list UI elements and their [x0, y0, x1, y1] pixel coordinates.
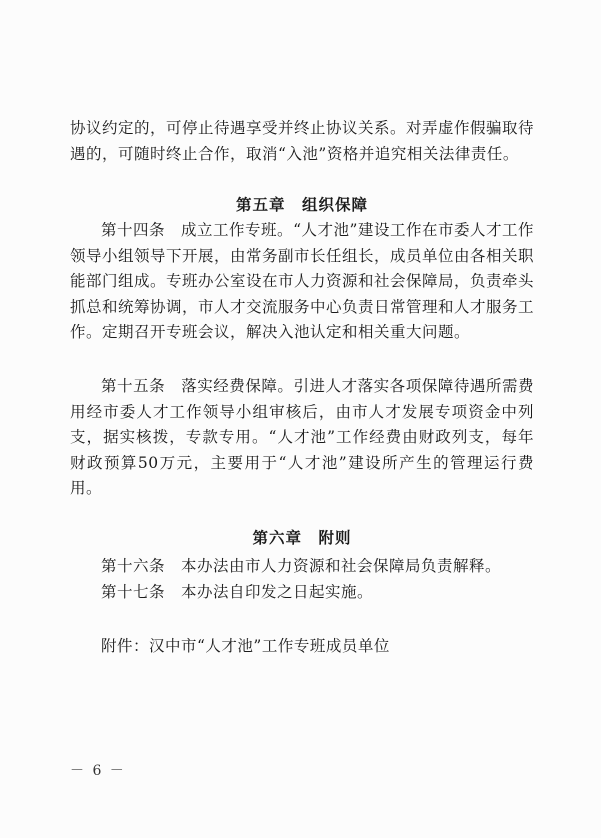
chapter6-title: 第六章 附则: [252, 529, 352, 547]
chapter5-title: 第五章 组织保障: [235, 196, 368, 214]
attachment-line: 附件：汉中市“人才池”工作专班成员单位: [101, 637, 390, 655]
article16-paragraph: 第十六条 本办法由市人力资源和社会保障局负责解释。: [101, 557, 502, 575]
article15-paragraph: 第十五条 落实经费保障。引进人才落实各项保障待遇所需费用经市委人才工作领导小组审核后，由市人才发展专项资金中列支，据实核拨，专款专用。“人才池”工作经费由财政列支，每年财政预算50万元，主要用于“人才池”建设所产生的管理运行费用。: [70, 377, 534, 497]
page-number: － 6 －: [70, 763, 126, 779]
article17-paragraph: 第十七条 本办法自印发之日起实施。: [101, 583, 374, 601]
intro-paragraph: 协议约定的，可停止待遇享受并终止协议关系。对弄虚作假骗取待遇的，可随时终止合作，取消“入池”资格并追究相关法律责任。: [70, 119, 535, 163]
article14-paragraph: 第十四条 成立工作专班。“人才池”建设工作在市委人才工作领导小组领导下开展，由常务副市长任组长，成员单位由各相关职能部门组成。专班办公室设在市人力资源和社会保障局，负责牵头抓总和统筹协调，市人才交流服务中心负责日常管理和人才服务工作。定期召开专班会议，解决入池认定和相关重大问题。: [70, 221, 535, 341]
